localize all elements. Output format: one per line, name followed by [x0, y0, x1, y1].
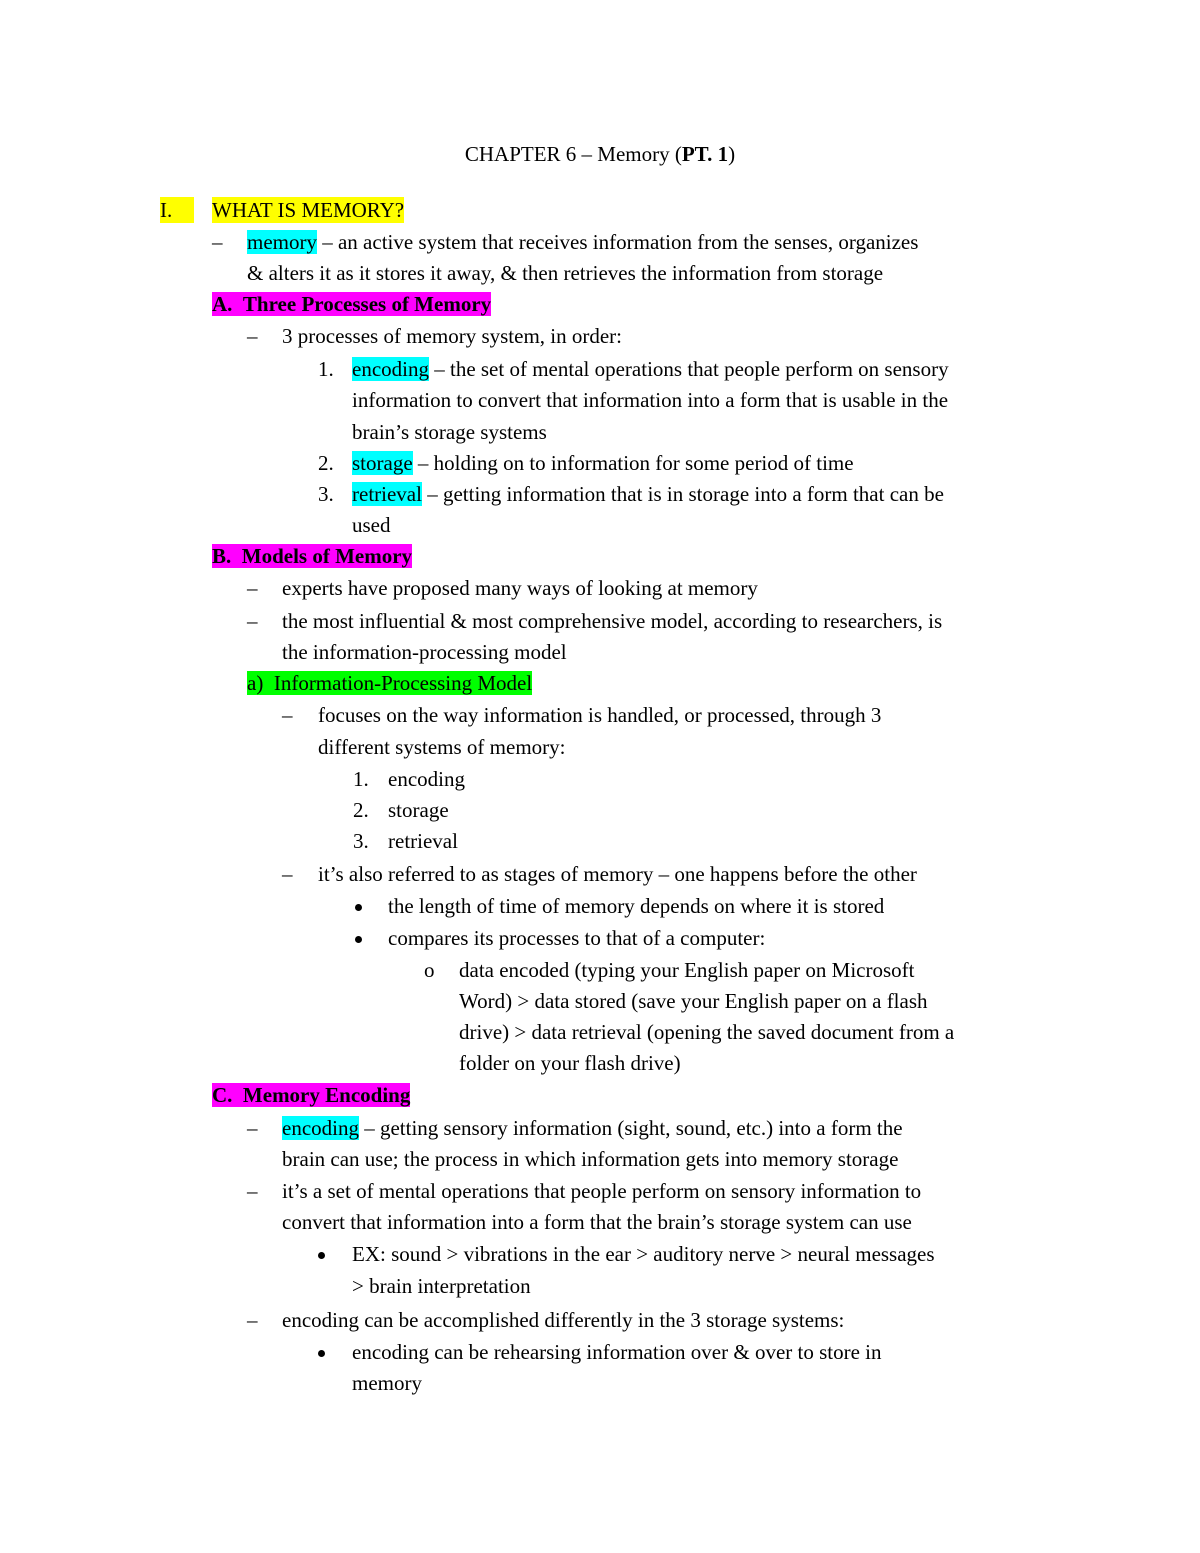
dash: – [247, 609, 258, 633]
ipm-bullet-1: the length of time of memory depends on where it is stored [388, 894, 885, 918]
term-encoding: encoding [282, 1116, 359, 1140]
bullet-icon [318, 1252, 325, 1259]
page-title [0, 141, 1200, 167]
ipm-stages: it’s also referred to as stages of memory – one happens before the other [318, 862, 917, 886]
section-c-ops-line2: convert that information into a form that the brain’s storage system can use [282, 1210, 912, 1234]
bullet-icon [318, 1350, 325, 1357]
dash: – [212, 230, 223, 254]
process-3 [352, 481, 944, 507]
section-a [212, 291, 491, 317]
memory-def-line2: & alters it as it stores it away, & then retrieves the information from storage [247, 261, 884, 285]
section-c-marker: C. [212, 1083, 233, 1107]
ipm-list-2-num: 2. [353, 798, 369, 822]
section-c-example: EX: sound > vibrations in the ear > auditory nerve > neural messages [352, 1242, 935, 1266]
section-c-rehearse-line2: memory [352, 1371, 422, 1395]
process-2-rest: – holding on to information for some period of time [412, 451, 854, 475]
section-b-item-1: experts have proposed many ways of looking at memory [282, 576, 758, 600]
ipm-focus: focuses on the way information is handled, or processed, through 3 [318, 703, 882, 727]
section-b [212, 543, 412, 569]
subsection-ba-heading: Information-Processing Model [273, 671, 533, 695]
term-storage: storage [352, 451, 413, 475]
ipm-focus-line2: different systems of memory: [318, 735, 566, 759]
section-c-ops: it’s a set of mental operations that people perform on sensory information to [282, 1179, 922, 1203]
process-3-rest: – getting information that is in storage into a form that can be [421, 482, 944, 506]
ipm-list-1-num: 1. [353, 767, 369, 791]
ipm-list-2: storage [388, 798, 449, 822]
section-a-marker: A. [212, 292, 233, 316]
title-text: CHAPTER 6 – Memory ( [464, 142, 682, 166]
process-1-line2: information to convert that information into a form that is usable in the [352, 388, 949, 412]
section-a-heading: Three Processes of Memory [242, 292, 492, 316]
process-2 [352, 450, 854, 476]
section-c-rehearse: encoding can be rehearsing information over & over to store in [352, 1340, 882, 1364]
ipm-sub-line2: Word) > data stored (save your English paper on a flash [459, 989, 928, 1013]
section-c-def-line2: brain can use; the process in which information gets into memory storage [282, 1147, 899, 1171]
process-1-line3: brain’s storage systems [352, 420, 547, 444]
process-2-num: 2. [318, 451, 334, 475]
circle-bullet-icon: o [424, 958, 435, 982]
process-1-rest: – the set of mental operations that people perform on sensory [428, 357, 949, 381]
term-memory: memory [247, 230, 317, 254]
section-c-example-line2: > brain interpretation [352, 1274, 531, 1298]
ipm-list-1: encoding [388, 767, 465, 791]
term-encoding: encoding [352, 357, 429, 381]
dash: – [247, 324, 258, 348]
bullet-icon [355, 936, 362, 943]
memory-def-line1 [212, 229, 223, 255]
section-c-def-rest: – getting sensory information (sight, sound, etc.) into a form the [358, 1116, 903, 1140]
subsection-ba-marker: a) [247, 671, 264, 695]
ipm-sub-line1: data encoded (typing your English paper on Microsoft [459, 958, 915, 982]
dash: – [282, 862, 293, 886]
section-1-heading: WHAT IS MEMORY? [212, 198, 405, 222]
title-bold: PT. 1 [681, 142, 729, 166]
ipm-list-3: retrieval [388, 829, 458, 853]
process-1-num: 1. [318, 357, 334, 381]
dash: – [247, 1116, 258, 1140]
process-3-line2: used [352, 513, 391, 537]
dash: – [247, 576, 258, 600]
section-1-marker: I. [160, 197, 194, 223]
bullet-icon [355, 904, 362, 911]
dash: – [247, 1179, 258, 1203]
ipm-sub-line4: folder on your flash drive) [459, 1051, 681, 1075]
dash: – [282, 703, 293, 727]
section-c-diff: encoding can be accomplished differently in the 3 storage systems: [282, 1308, 845, 1332]
section-a-intro: 3 processes of memory system, in order: [282, 324, 623, 348]
section-c-heading: Memory Encoding [242, 1083, 411, 1107]
title-close: ) [728, 142, 736, 166]
dash: – [247, 1308, 258, 1332]
memory-def-rest: – an active system that receives information from the senses, organizes [316, 230, 919, 254]
section-b-marker: B. [212, 544, 232, 568]
section-b-item-2-line2: the information-processing model [282, 640, 567, 664]
ipm-sub-line3: drive) > data retrieval (opening the saved document from a [459, 1020, 955, 1044]
subsection-ba [247, 670, 532, 696]
ipm-bullet-2: compares its processes to that of a computer: [388, 926, 766, 950]
ipm-list-3-num: 3. [353, 829, 369, 853]
section-c [212, 1082, 410, 1108]
section-b-item-2: the most influential & most comprehensive model, according to researchers, is [282, 609, 943, 633]
term-retrieval: retrieval [352, 482, 422, 506]
process-1 [352, 356, 949, 382]
memory-def-text [247, 229, 918, 255]
process-3-num: 3. [318, 482, 334, 506]
section-b-heading: Models of Memory [241, 544, 413, 568]
section-c-def [282, 1115, 903, 1141]
